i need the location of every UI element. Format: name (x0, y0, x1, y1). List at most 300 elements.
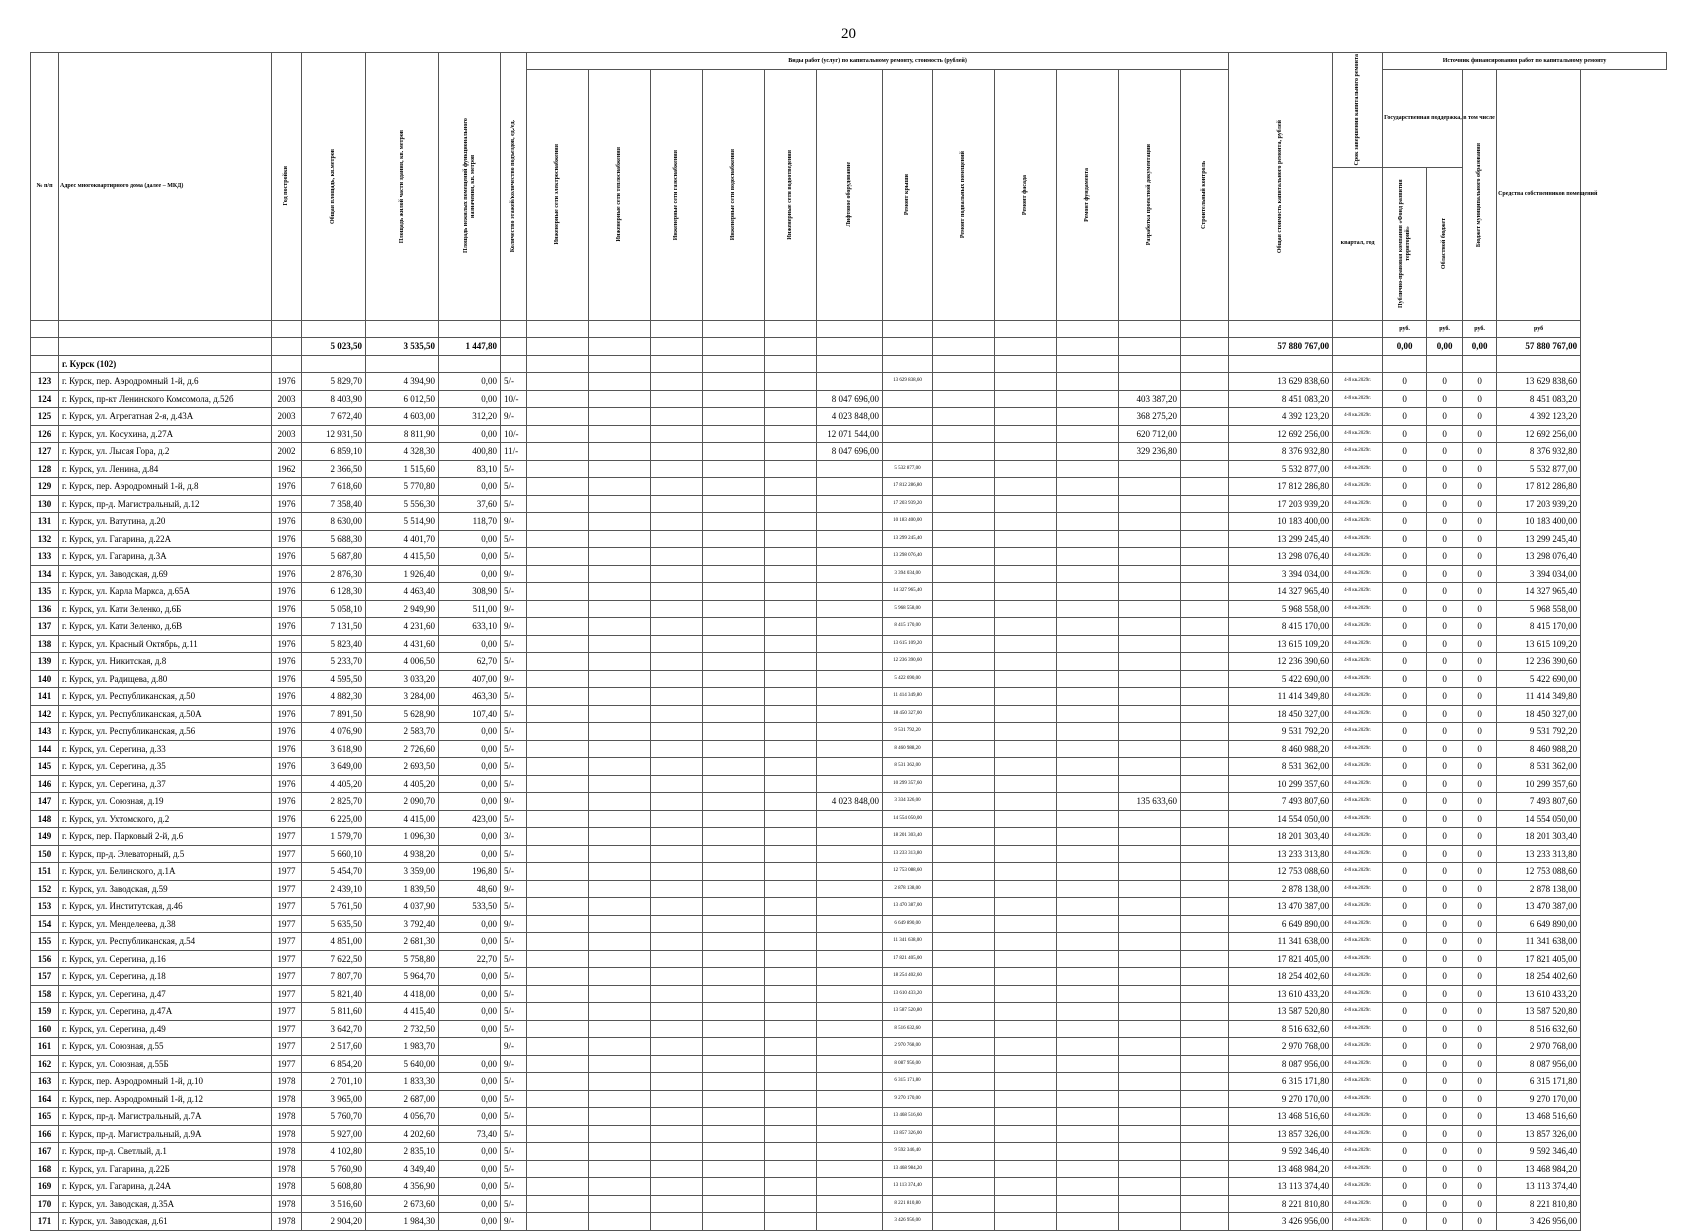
cell-empty (1057, 705, 1119, 723)
cell-o: 9 531 792,20 (1497, 723, 1581, 741)
cell-empty (527, 495, 589, 513)
cell-m: 0 (1463, 373, 1497, 391)
cell-nonres: 533,50 (439, 898, 501, 916)
cell-year: 1976 (272, 740, 302, 758)
cell-f: 0 (1383, 443, 1427, 461)
cell-empty (651, 915, 703, 933)
cell-empty (1181, 1055, 1229, 1073)
cell-empty (765, 565, 817, 583)
header-w9: Ремонт фасада (995, 70, 1057, 321)
cell-empty (1057, 548, 1119, 566)
cell-term: 4-й кв.2029г. (1333, 1020, 1383, 1038)
cell-term: 4-й кв.2029г. (1333, 933, 1383, 951)
cell-r: 0 (1427, 618, 1463, 636)
cell-cost: 6 649 890,00 (1229, 915, 1333, 933)
cell-empty (765, 1090, 817, 1108)
cell-o: 18 201 303,40 (1497, 828, 1581, 846)
cell-empty (765, 705, 817, 723)
cell-r: 0 (1427, 460, 1463, 478)
cell-year: 1976 (272, 810, 302, 828)
cell-term: 4-й кв.2029г. (1333, 880, 1383, 898)
cell-w11 (1119, 810, 1181, 828)
cell-cost: 12 236 390,60 (1229, 653, 1333, 671)
cell-w7: 8 415 170,00 (883, 618, 933, 636)
cell-addr: г. Курск, ул. Никитская, д.8 (59, 653, 272, 671)
cell-r: 0 (1427, 880, 1463, 898)
cell-o: 13 233 313,80 (1497, 845, 1581, 863)
cell-m: 0 (1463, 583, 1497, 601)
cell-o: 11 341 638,00 (1497, 933, 1581, 951)
cell-m: 0 (1463, 828, 1497, 846)
cell-empty (995, 1038, 1057, 1056)
cell-term: 4-й кв.2029г. (1333, 775, 1383, 793)
cell-f: 0 (1383, 1195, 1427, 1213)
cell-empty (651, 1090, 703, 1108)
cell-w6 (817, 1090, 883, 1108)
cell-w7: 10 299 357,60 (883, 775, 933, 793)
table-row (31, 1143, 1667, 1161)
cell-addr: г. Курск, ул. Кати Зеленко, д.6В (59, 618, 272, 636)
cell-floors: 5/- (501, 758, 527, 776)
cell-empty (765, 950, 817, 968)
cell-empty (703, 828, 765, 846)
cell-empty (995, 950, 1057, 968)
cell-empty (651, 740, 703, 758)
cell-n: 154 (31, 915, 59, 933)
cell-empty (703, 1213, 765, 1231)
cell-empty (589, 828, 651, 846)
cell-addr: г. Курск, ул. Карла Маркса, д.65А (59, 583, 272, 601)
cell-term: 4-й кв.2029г. (1333, 600, 1383, 618)
cell-empty (765, 915, 817, 933)
cell-empty (589, 793, 651, 811)
cell-empty (703, 1178, 765, 1196)
cell-f: 0 (1383, 425, 1427, 443)
cell-year: 1976 (272, 775, 302, 793)
cell-cost: 13 468 516,60 (1229, 1108, 1333, 1126)
cell-r: 0 (1427, 828, 1463, 846)
cell-empty (1181, 1213, 1229, 1231)
cell-n: 141 (31, 688, 59, 706)
cell-empty (765, 933, 817, 951)
cell-f: 0 (1383, 1090, 1427, 1108)
header-w2: Инженерные сети теплоснабжения (589, 70, 651, 321)
cell-floors: 5/- (501, 653, 527, 671)
header-regional: Областной бюджет (1427, 167, 1463, 320)
cell-r: 0 (1427, 1020, 1463, 1038)
cell-n: 150 (31, 845, 59, 863)
cell-m: 0 (1463, 670, 1497, 688)
cell-n: 123 (31, 373, 59, 391)
cell-m: 0 (1463, 548, 1497, 566)
cell-m: 0 (1463, 1195, 1497, 1213)
cell-m: 0 (1463, 1178, 1497, 1196)
cell-year: 1976 (272, 688, 302, 706)
cell-addr: г. Курск, ул. Гагарина, д.22Б (59, 1160, 272, 1178)
cell-empty (1181, 915, 1229, 933)
cell-living: 4 401,70 (366, 530, 439, 548)
cell-w7: 5 968 558,00 (883, 600, 933, 618)
cell-empty (1057, 933, 1119, 951)
cell-empty (651, 443, 703, 461)
cell-w11 (1119, 565, 1181, 583)
cell-term: 4-й кв.2029г. (1333, 1143, 1383, 1161)
cell-w6 (817, 530, 883, 548)
cell-r: 0 (1427, 863, 1463, 881)
cell-total: 6 859,10 (302, 443, 366, 461)
cell-w11 (1119, 1020, 1181, 1038)
cell-empty (527, 670, 589, 688)
cell-o: 18 254 402,60 (1497, 968, 1581, 986)
cell-w7: 13 587 520,80 (883, 1003, 933, 1021)
cell-r: 0 (1427, 985, 1463, 1003)
cell-year: 1977 (272, 933, 302, 951)
cell-empty (933, 705, 995, 723)
table-row (31, 443, 1667, 461)
cell-w7: 13 857 326,00 (883, 1125, 933, 1143)
cell-cost: 8 531 362,00 (1229, 758, 1333, 776)
cell-empty (1181, 670, 1229, 688)
cell-empty (527, 723, 589, 741)
cell-nonres: 118,70 (439, 513, 501, 531)
cell-empty (527, 618, 589, 636)
cell-empty (589, 548, 651, 566)
cell-f: 0 (1383, 548, 1427, 566)
cell-addr: г. Курск, ул. Заводская, д.69 (59, 565, 272, 583)
cell-total: 5 760,90 (302, 1160, 366, 1178)
cell-cost: 13 298 076,40 (1229, 548, 1333, 566)
cell-empty (1057, 793, 1119, 811)
cell-year: 1976 (272, 705, 302, 723)
cell-addr: г. Курск, ул. Красный Октябрь, д.11 (59, 635, 272, 653)
cell-empty (995, 688, 1057, 706)
cell-empty (1057, 1038, 1119, 1056)
cell-empty (995, 1125, 1057, 1143)
capital-repair-table (30, 52, 1667, 1231)
cell-empty (995, 1213, 1057, 1231)
cell-w7: 13 299 245,40 (883, 530, 933, 548)
cell-w11 (1119, 758, 1181, 776)
cell-f: 0 (1383, 915, 1427, 933)
cell-w6 (817, 478, 883, 496)
cell-w6 (817, 1125, 883, 1143)
cell-term: 4-й кв.2029г. (1333, 810, 1383, 828)
cell-empty (765, 460, 817, 478)
cell-term: 4-й кв.2029г. (1333, 1003, 1383, 1021)
cell-cost: 12 753 088,60 (1229, 863, 1333, 881)
cell-addr: г. Курск, ул. Кати Зеленко, д.6Б (59, 600, 272, 618)
cell-o: 14 327 965,40 (1497, 583, 1581, 601)
cell-n: 146 (31, 775, 59, 793)
cell-nonres: 0,00 (439, 548, 501, 566)
cell-o: 6 649 890,00 (1497, 915, 1581, 933)
living-area-sum: 3 535,50 (366, 338, 439, 356)
cell-m: 0 (1463, 1090, 1497, 1108)
table-row (31, 408, 1667, 426)
cell-cost: 11 341 638,00 (1229, 933, 1333, 951)
cell-r: 0 (1427, 1038, 1463, 1056)
cell-r: 0 (1427, 1090, 1463, 1108)
cell-w6 (817, 985, 883, 1003)
cell-empty (1181, 443, 1229, 461)
cell-empty (527, 1213, 589, 1231)
cell-m: 0 (1463, 1143, 1497, 1161)
cell-r: 0 (1427, 1125, 1463, 1143)
cell-year: 1978 (272, 1195, 302, 1213)
header-w12: Строительный контроль (1181, 70, 1229, 321)
cell-w6 (817, 565, 883, 583)
cell-addr: г. Курск, ул. Союзная, д.55 (59, 1038, 272, 1056)
cell-empty (1057, 1213, 1119, 1231)
cell-n: 142 (31, 705, 59, 723)
cell-empty (995, 495, 1057, 513)
cell-empty (933, 390, 995, 408)
cell-floors: 5/- (501, 1195, 527, 1213)
cell-year: 1976 (272, 758, 302, 776)
cell-empty (995, 600, 1057, 618)
table-row (31, 1090, 1667, 1108)
cell-w7: 9 270 170,00 (883, 1090, 933, 1108)
cell-empty (765, 1178, 817, 1196)
cell-f: 0 (1383, 950, 1427, 968)
cell-empty (995, 845, 1057, 863)
cell-empty (1057, 1143, 1119, 1161)
cell-empty (589, 1020, 651, 1038)
cell-cost: 5 532 877,00 (1229, 460, 1333, 478)
cell-empty (1057, 758, 1119, 776)
cell-empty (651, 950, 703, 968)
cell-empty (651, 810, 703, 828)
cell-empty (995, 1073, 1057, 1091)
cell-f: 0 (1383, 478, 1427, 496)
cell-year: 2003 (272, 425, 302, 443)
cell-empty (1181, 898, 1229, 916)
cell-empty (589, 373, 651, 391)
cell-w7 (883, 443, 933, 461)
unit-municipal: руб. (1463, 320, 1497, 338)
cell-o: 2 970 768,00 (1497, 1038, 1581, 1056)
cell-w11 (1119, 898, 1181, 916)
cell-w6 (817, 1038, 883, 1056)
cell-empty (589, 915, 651, 933)
cell-empty (1057, 810, 1119, 828)
cell-total: 7 807,70 (302, 968, 366, 986)
total-area-sum: 5 023,50 (302, 338, 366, 356)
table-row (31, 460, 1667, 478)
cell-addr: г. Курск, ул. Серегина, д.16 (59, 950, 272, 968)
cell-w11 (1119, 985, 1181, 1003)
cell-empty (933, 1090, 995, 1108)
cell-o: 8 451 083,20 (1497, 390, 1581, 408)
cell-empty (995, 775, 1057, 793)
cell-year: 1976 (272, 600, 302, 618)
cell-addr: г. Курск, пер. Парковый 2-й, д.6 (59, 828, 272, 846)
cell-empty (765, 1125, 817, 1143)
cell-year: 1977 (272, 1003, 302, 1021)
cell-w7: 11 414 349,80 (883, 688, 933, 706)
cell-empty (527, 443, 589, 461)
cell-year: 1977 (272, 863, 302, 881)
cell-empty (589, 1003, 651, 1021)
cell-f: 0 (1383, 460, 1427, 478)
cell-empty (589, 1038, 651, 1056)
header-w6: Лифтовое оборудование (817, 70, 883, 321)
cell-empty (765, 1003, 817, 1021)
cell-empty (933, 758, 995, 776)
cell-r: 0 (1427, 688, 1463, 706)
cell-o: 8 460 988,20 (1497, 740, 1581, 758)
cell-living: 5 758,80 (366, 950, 439, 968)
cell-w7: 14 327 965,40 (883, 583, 933, 601)
cell-empty (933, 985, 995, 1003)
cell-w7: 10 183 400,00 (883, 513, 933, 531)
cell-w6 (817, 758, 883, 776)
cell-r: 0 (1427, 635, 1463, 653)
cell-empty (933, 1178, 995, 1196)
cell-cost: 8 221 810,80 (1229, 1195, 1333, 1213)
cell-nonres: 312,20 (439, 408, 501, 426)
cell-floors: 9/- (501, 618, 527, 636)
cell-w11 (1119, 513, 1181, 531)
cell-empty (765, 985, 817, 1003)
cell-floors: 5/- (501, 495, 527, 513)
cell-floors: 5/- (501, 845, 527, 863)
cell-empty (651, 898, 703, 916)
cell-empty (589, 425, 651, 443)
cell-w6 (817, 513, 883, 531)
cell-cost: 7 493 807,60 (1229, 793, 1333, 811)
cell-empty (1057, 880, 1119, 898)
cell-w11 (1119, 495, 1181, 513)
cell-f: 0 (1383, 1213, 1427, 1231)
cell-empty (933, 460, 995, 478)
cell-floors: 5/- (501, 1020, 527, 1038)
cell-total: 2 701,10 (302, 1073, 366, 1091)
cell-f: 0 (1383, 898, 1427, 916)
cell-empty (589, 443, 651, 461)
cell-r: 0 (1427, 1195, 1463, 1213)
cell-empty (589, 723, 651, 741)
cell-empty (995, 460, 1057, 478)
cell-empty (527, 845, 589, 863)
cell-empty (1057, 1055, 1119, 1073)
cell-w6 (817, 460, 883, 478)
cell-empty (589, 653, 651, 671)
cell-empty (651, 1143, 703, 1161)
cell-empty (933, 1160, 995, 1178)
cell-empty (651, 548, 703, 566)
cell-living: 4 405,20 (366, 775, 439, 793)
cell-r: 0 (1427, 653, 1463, 671)
cell-empty (527, 390, 589, 408)
cell-empty (589, 390, 651, 408)
cell-f: 0 (1383, 1178, 1427, 1196)
cell-cost: 14 554 050,00 (1229, 810, 1333, 828)
cell-w7: 17 821 405,00 (883, 950, 933, 968)
cell-addr: г. Курск, ул. Агрегатная 2-я, д.43А (59, 408, 272, 426)
cell-empty (703, 1038, 765, 1056)
cell-floors: 5/- (501, 898, 527, 916)
cell-empty (703, 1073, 765, 1091)
cell-empty (1057, 968, 1119, 986)
cell-nonres: 22,70 (439, 950, 501, 968)
cell-empty (995, 530, 1057, 548)
table-header (31, 53, 1667, 321)
cell-w7: 13 468 516,60 (883, 1108, 933, 1126)
cell-total: 4 076,90 (302, 723, 366, 741)
cell-nonres: 0,00 (439, 1003, 501, 1021)
cell-empty (589, 600, 651, 618)
table-body (31, 320, 1667, 1230)
cell-empty (765, 810, 817, 828)
cell-empty (703, 618, 765, 636)
cell-f: 0 (1383, 1055, 1427, 1073)
cell-empty (1057, 915, 1119, 933)
cell-term: 4-й кв.2029г. (1333, 478, 1383, 496)
cell-r: 0 (1427, 425, 1463, 443)
cell-empty (651, 495, 703, 513)
table-row (31, 705, 1667, 723)
cell-empty (1181, 460, 1229, 478)
cell-total: 3 618,90 (302, 740, 366, 758)
cell-f: 0 (1383, 1108, 1427, 1126)
cell-empty (1181, 1108, 1229, 1126)
cell-total: 4 851,00 (302, 933, 366, 951)
cell-total: 5 821,40 (302, 985, 366, 1003)
table-row (31, 845, 1667, 863)
cell-w6 (817, 880, 883, 898)
cell-empty (703, 740, 765, 758)
cell-empty (995, 880, 1057, 898)
cell-term: 4-й кв.2029г. (1333, 1090, 1383, 1108)
cell-w11 (1119, 478, 1181, 496)
cell-floors: 5/- (501, 985, 527, 1003)
cell-empty (1057, 950, 1119, 968)
table-row (31, 390, 1667, 408)
cell-empty (651, 775, 703, 793)
cell-w7: 6 315 171,80 (883, 1073, 933, 1091)
cell-empty (765, 968, 817, 986)
commercial-area-sum: 1 447,80 (439, 338, 501, 356)
cell-w11: 135 633,60 (1119, 793, 1181, 811)
cell-term: 4-й кв.2029г. (1333, 443, 1383, 461)
cell-floors: 3/- (501, 828, 527, 846)
cell-w11 (1119, 845, 1181, 863)
cell-empty (1181, 740, 1229, 758)
cell-addr: г. Курск, пер. Аэродромный 1-й, д.6 (59, 373, 272, 391)
cell-empty (765, 1055, 817, 1073)
header-w4: Инженерные сети водоснабжения (703, 70, 765, 321)
table-row (31, 1178, 1667, 1196)
cell-nonres: 633,10 (439, 618, 501, 636)
cell-empty (933, 810, 995, 828)
table-row (31, 1020, 1667, 1038)
cell-w7: 8 460 988,20 (883, 740, 933, 758)
cell-o: 18 450 327,00 (1497, 705, 1581, 723)
cell-f: 0 (1383, 933, 1427, 951)
cell-o: 17 821 405,00 (1497, 950, 1581, 968)
cell-empty (703, 1003, 765, 1021)
cell-n: 152 (31, 880, 59, 898)
cell-m: 0 (1463, 495, 1497, 513)
cell-empty (933, 670, 995, 688)
cell-term: 4-й кв.2029г. (1333, 583, 1383, 601)
cell-w7: 2 878 138,00 (883, 880, 933, 898)
cell-empty (995, 513, 1057, 531)
cell-floors: 5/- (501, 723, 527, 741)
cell-f: 0 (1383, 863, 1427, 881)
cell-empty (933, 723, 995, 741)
